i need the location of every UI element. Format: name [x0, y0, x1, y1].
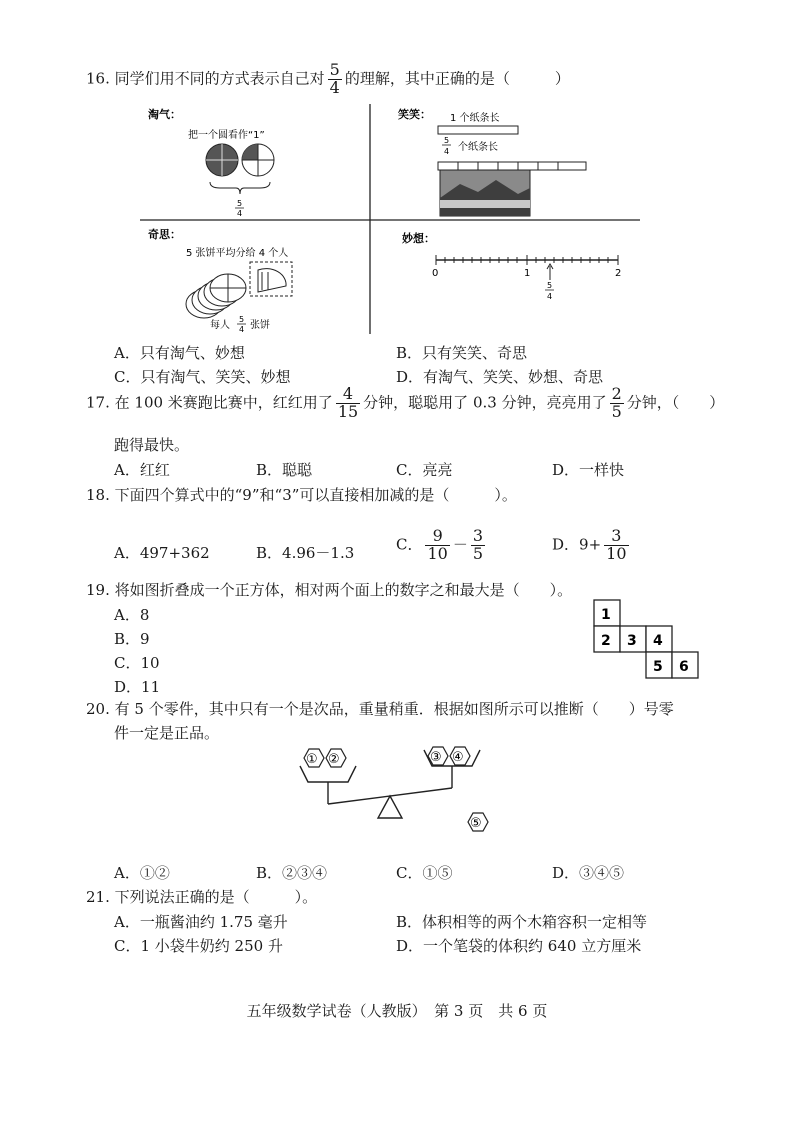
number-line [436, 255, 618, 265]
part-4: ④ [452, 750, 464, 765]
svg-text:5: 5 [444, 136, 450, 145]
q19-option-c[interactable]: C．10 [114, 654, 160, 672]
q21-option-a[interactable]: A．一瓶酱油约 1.75 毫升 [114, 913, 288, 931]
q18-option-c[interactable]: C． $\frac{9}{10}$ － $\frac{3}{5}$ [396, 526, 484, 563]
face-4: 4 [653, 633, 663, 649]
q17-stem: 17. 在 100 米赛跑比赛中，红红用了 $\frac{4}{15}$ 分钟，聪聪用了 0.3 分钟，亮亮用了 $\frac{2}{5}$ 分钟，（ ） [86, 384, 725, 421]
q16-option-c[interactable]: C．只有淘气、笑笑、妙想 [114, 368, 291, 386]
svg-text:4: 4 [547, 292, 553, 301]
face-1: 1 [601, 607, 611, 623]
part-2: ② [328, 752, 340, 767]
q16-option-a[interactable]: A．只有淘气、妙想 [114, 344, 245, 362]
q20-option-b[interactable]: B．②③④ [256, 864, 328, 882]
q21-option-b[interactable]: B．体积相等的两个木箱容积一定相等 [396, 913, 648, 931]
xiaoxiao-name: 笑笑： [398, 108, 431, 121]
q16-option-d[interactable]: D．有淘气、笑笑、妙想、奇思 [396, 368, 604, 386]
xiaoxiao-strip2-label: 个纸条长 [458, 142, 498, 153]
taoqi-circle-full [206, 144, 238, 176]
q17-option-c[interactable]: C．亮亮 [396, 461, 453, 479]
taoqi-caption: 把一个圆看作“1” [188, 130, 265, 141]
tick-0: 0 [432, 268, 439, 279]
paper-strip-1 [438, 126, 518, 134]
face-3: 3 [627, 633, 637, 649]
q17-option-b[interactable]: B．聪聪 [256, 461, 313, 479]
pancake-stack [186, 274, 246, 318]
pancake-portion [250, 262, 292, 296]
paper-strip-2 [438, 162, 586, 170]
q20-option-d[interactable]: D．③④⑤ [552, 864, 625, 882]
balance-scale [290, 742, 510, 842]
face-2: 2 [601, 633, 611, 649]
miaoxiang-name: 妙想： [402, 232, 435, 245]
svg-text:5: 5 [547, 281, 553, 290]
taoqi-circle-quarter [242, 144, 274, 176]
svg-text:5: 5 [237, 199, 243, 208]
face-5: 5 [653, 659, 663, 675]
q18-option-d[interactable]: D．9+ $\frac{3}{10}$ [552, 526, 627, 563]
svg-text:4: 4 [237, 209, 243, 218]
q20-line2: 件一定是正品。 [114, 724, 220, 742]
q21-stem: 21. 下列说法正确的是（ ）。 [86, 888, 318, 906]
part-1: ① [306, 752, 318, 767]
q18-option-a[interactable]: A．497+362 [114, 544, 210, 562]
q19-option-a[interactable]: A．8 [114, 606, 150, 624]
svg-text:4: 4 [239, 325, 245, 334]
svg-text:4: 4 [444, 147, 450, 156]
part-5: ⑤ [470, 816, 482, 831]
qisi-bottom-pre: 每人 [210, 320, 230, 331]
q17-line2: 跑得最快。 [114, 436, 190, 454]
q16-option-b[interactable]: B．只有笑笑、奇思 [396, 344, 528, 362]
q16-stem: 16. 同学们用不同的方式表示自己对 $\frac{5}{4}$ 的理解，其中正确的是（ ） [86, 60, 570, 97]
qisi-name: 奇思： [148, 228, 181, 241]
q17-option-d[interactable]: D．一样快 [552, 461, 625, 479]
q19-option-d[interactable]: D．11 [114, 678, 161, 696]
q19-stem: 19. 将如图折叠成一个正方体，相对两个面上的数字之和最大是（ ）。 [86, 581, 573, 599]
q20-option-a[interactable]: A．①② [114, 864, 170, 882]
q18-stem: 18. 下面四个算式中的“9”和“3”可以直接相加减的是（ ）。 [86, 486, 517, 504]
q20-line1: 20. 有 5 个零件，其中只有一个是次品，重量稍重．根据如图所示可以推断（ ）号零 [86, 700, 674, 718]
q20-option-c[interactable]: C．①⑤ [396, 864, 453, 882]
q16-figure [140, 100, 640, 340]
q21-option-c[interactable]: C．1 小袋牛奶约 250 升 [114, 937, 283, 955]
tick-1: 1 [524, 268, 531, 279]
xiaoxiao-strip1-label: 1 个纸条长 [450, 113, 500, 124]
tick-2: 2 [615, 268, 622, 279]
page-footer: 五年级数学试卷（人教版） 第 3 页 共 6 页 [246, 1002, 548, 1020]
svg-text:5: 5 [239, 315, 245, 324]
cube-net [592, 598, 702, 682]
q19-option-b[interactable]: B．9 [114, 630, 150, 648]
q17-fraction-liang: $\frac{2}{5}$ [611, 384, 622, 421]
landscape-photo [440, 170, 530, 216]
q17-option-a[interactable]: A．红红 [114, 461, 170, 479]
taoqi-name: 淘气： [148, 108, 181, 121]
q17-fraction-hong: $\frac{4}{15}$ [337, 384, 359, 421]
part-3: ③ [430, 750, 442, 765]
qisi-caption: 5 张饼平均分给 4 个人 [186, 248, 289, 259]
face-6: 6 [679, 659, 689, 675]
q18-option-b[interactable]: B．4.96－1.3 [256, 544, 355, 562]
q16-fraction: $\frac{5}{4}$ [329, 60, 340, 97]
qisi-bottom-post: 张饼 [250, 320, 270, 331]
q21-option-d[interactable]: D．一个笔袋的体积约 640 立方厘米 [396, 937, 642, 955]
